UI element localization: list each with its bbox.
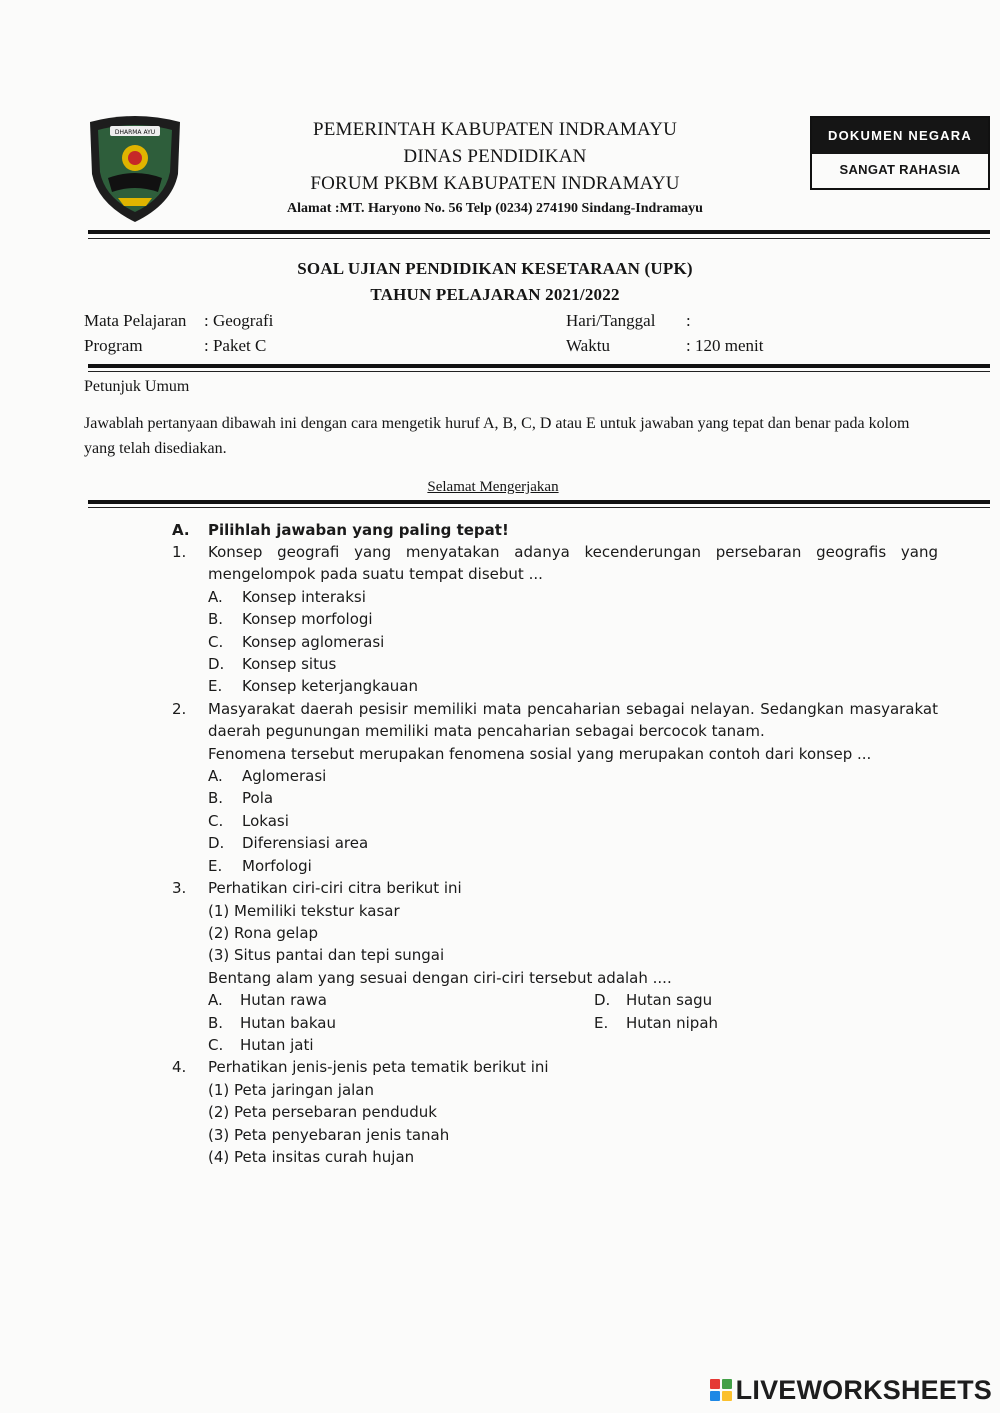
list-item: (2) Rona gelap	[208, 923, 319, 942]
greeting: Selamat Mengerjakan	[427, 479, 559, 495]
option[interactable]	[208, 608, 938, 630]
option-text: Hutan rawa	[240, 991, 327, 1010]
date-label: Hari/Tanggal	[566, 311, 656, 330]
section-heading	[172, 519, 938, 541]
option-text: Hutan jati	[240, 1035, 314, 1054]
option-text: Konsep interaksi	[242, 587, 366, 606]
subject-label: Mata Pelajaran	[84, 311, 187, 330]
option[interactable]	[594, 989, 980, 1011]
logo-motto: DHARMA AYU	[114, 129, 156, 136]
list-item: (2) Peta persebaran penduduk	[208, 1103, 437, 1122]
question-text-cont: Fenomena tersebut merupakan fenomena sosial yang merupakan contoh dari konsep ...	[208, 744, 872, 763]
list-item: (3) Situs pantai dan tepi sungai	[208, 946, 445, 965]
option-text: Konsep aglomerasi	[242, 632, 385, 651]
option-text: Konsep morfologi	[242, 610, 373, 629]
exam-title-line-2: TAHUN PELAJARAN 2021/2022	[370, 285, 620, 304]
option[interactable]	[208, 631, 938, 653]
question-text: Perhatikan ciri-ciri citra berikut ini	[208, 879, 462, 898]
program-row	[84, 333, 266, 359]
time-value: : 120 menit	[686, 336, 764, 355]
program-value: : Paket C	[204, 336, 267, 355]
forum-line: FORUM PKBM KABUPATEN INDRAMAYU	[310, 173, 680, 194]
regency-logo	[82, 112, 188, 224]
question-prompt: Bentang alam yang sesuai dengan ciri-ciri tersebut adalah ....	[208, 968, 672, 987]
instructions-heading: Petunjuk Umum	[84, 378, 190, 395]
option[interactable]	[208, 675, 938, 697]
option-text: Hutan sagu	[626, 991, 713, 1010]
question-text: Perhatikan jenis-jenis peta tematik berikut ini	[208, 1058, 549, 1077]
liveworksheets-watermark[interactable]	[710, 1373, 992, 1407]
option-key: E.	[208, 856, 223, 875]
exam-title	[200, 256, 790, 308]
option-text: Konsep keterjangkauan	[242, 677, 418, 696]
subject-value: : Geografi	[204, 311, 274, 330]
question-4	[172, 1056, 938, 1168]
intro-divider	[88, 500, 990, 504]
option-key: B.	[208, 789, 224, 808]
program-label: Program	[84, 336, 143, 355]
date-row	[566, 308, 691, 334]
option-key: A.	[208, 991, 223, 1010]
option-key: A.	[208, 587, 223, 606]
option[interactable]	[208, 653, 938, 675]
list-item: (1) Memiliki tekstur kasar	[208, 901, 400, 920]
address-line: Alamat :MT. Haryono No. 56 Telp (0234) 274190 Sindang-Indramayu	[287, 201, 703, 216]
question-number: 2.	[172, 699, 187, 718]
option-key: C.	[208, 632, 224, 651]
subject-row	[84, 308, 273, 334]
option[interactable]	[208, 586, 938, 608]
option[interactable]	[208, 1012, 594, 1034]
date-value: :	[686, 311, 691, 330]
question-2	[172, 698, 938, 877]
instructions-text: Jawablah pertanyaan dibawah ini dengan cara mengetik huruf A, B, C, D atau E untuk jawaban yang tepat dan benar pada kolom yang telah disediakan.	[84, 415, 910, 457]
question-list	[172, 519, 938, 1168]
option[interactable]	[208, 810, 938, 832]
option-text: Konsep situs	[242, 655, 337, 674]
section-key: A.	[172, 521, 190, 539]
watermark-text: LIVEWORKSHEETS	[735, 1374, 992, 1405]
time-label: Waktu	[566, 336, 610, 355]
option-key: E.	[208, 677, 223, 696]
liveworksheets-logo-icon	[710, 1379, 732, 1401]
header-divider	[88, 230, 990, 234]
list-item: (1) Peta jaringan jalan	[208, 1080, 375, 1099]
option-key: D.	[208, 834, 225, 853]
option-text: Diferensiasi area	[242, 834, 369, 853]
option-key: D.	[594, 991, 611, 1010]
time-row	[566, 333, 763, 359]
office-line: DINAS PENDIDIKAN	[403, 146, 587, 167]
option[interactable]	[208, 765, 938, 787]
option-text: Hutan nipah	[626, 1013, 719, 1032]
stamp-top-label: DOKUMEN NEGARA	[812, 118, 988, 154]
option[interactable]	[594, 1012, 980, 1034]
question-1	[172, 541, 938, 698]
header-divider-thin	[88, 238, 990, 239]
list-item: (3) Peta penyebaran jenis tanah	[208, 1125, 450, 1144]
option-key: B.	[208, 1013, 224, 1032]
option-text: Lokasi	[242, 811, 289, 830]
option[interactable]	[208, 855, 938, 877]
option[interactable]	[208, 989, 594, 1011]
exam-title-line-1: SOAL UJIAN PENDIDIKAN KESETARAAN (UPK)	[297, 259, 693, 278]
confidential-stamp	[810, 116, 990, 190]
section-title: Pilihlah jawaban yang paling tepat!	[208, 521, 509, 539]
question-text: Masyarakat daerah pesisir memiliki mata pencaharian sebagai nelayan. Sedangkan masyarakat daerah pegunungan memiliki mata pencaharian sebagai bercocok tanam.	[208, 699, 938, 741]
question-text: Konsep geografi yang menyatakan adanya kecenderungan persebaran geografis yang mengelompok pada suatu tempat disebut ...	[208, 543, 938, 584]
letterhead	[240, 116, 750, 220]
option-key: C.	[208, 811, 224, 830]
stamp-bottom-label: SANGAT RAHASIA	[839, 162, 961, 177]
option[interactable]	[208, 832, 938, 854]
option-key: B.	[208, 610, 224, 629]
question-number: 1.	[172, 543, 187, 561]
option-key: E.	[594, 1013, 609, 1032]
question-3	[172, 877, 938, 1056]
option-text: Aglomerasi	[242, 767, 327, 786]
option-text: Pola	[242, 789, 274, 808]
option[interactable]	[208, 1034, 594, 1056]
option[interactable]	[208, 787, 938, 809]
list-item: (4) Peta insitas curah hujan	[208, 1147, 415, 1166]
option-key: D.	[208, 655, 225, 674]
question-number: 3.	[172, 879, 187, 898]
option-key: A.	[208, 767, 223, 786]
info-divider	[88, 364, 990, 368]
option-key: C.	[208, 1035, 224, 1054]
intro-divider-thin	[88, 507, 990, 508]
question-number: 4.	[172, 1058, 187, 1077]
info-divider-thin	[88, 371, 990, 372]
gov-line: PEMERINTAH KABUPATEN INDRAMAYU	[312, 119, 678, 140]
option-text: Hutan bakau	[240, 1013, 336, 1032]
option-text: Morfologi	[242, 856, 312, 875]
